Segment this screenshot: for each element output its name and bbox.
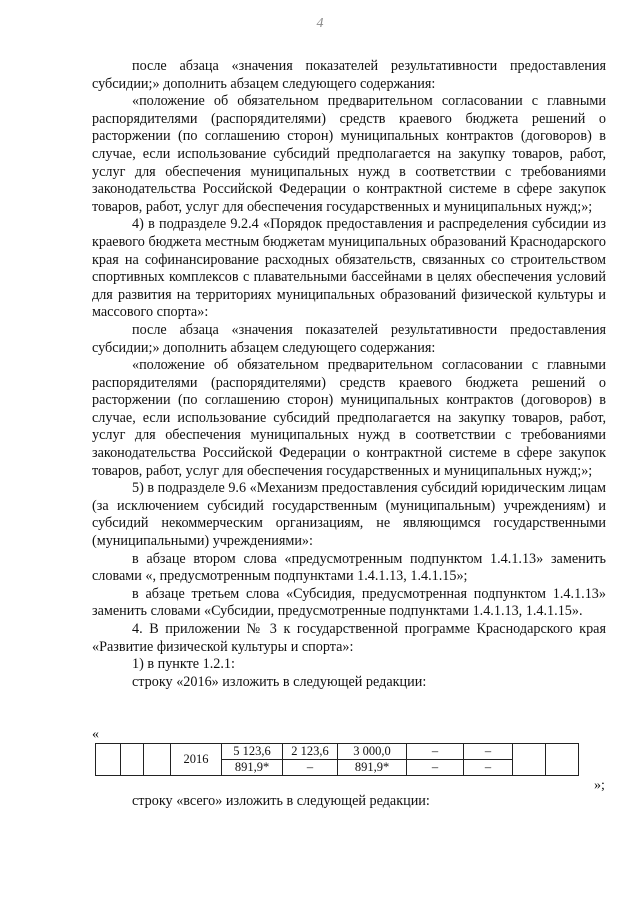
- closing-quote: »;: [594, 778, 605, 793]
- table-cell: 891,9*: [338, 760, 407, 776]
- table-cell: 5 123,6: [222, 744, 283, 760]
- paragraph: после абзаца «значения показателей результативности предоставления субсидии;» дополнить абзацем следующего содержания:: [92, 321, 606, 356]
- table-cell: 3 000,0: [338, 744, 407, 760]
- table-cell-empty: [96, 744, 121, 776]
- paragraph: в абзаце втором слова «предусмотренным подпунктом 1.4.1.13» заменить словами «, предусмотренным подпунктами 1.4.1.13, 1.4.1.15»;: [92, 550, 606, 585]
- table-cell: –: [407, 760, 464, 776]
- opening-quote: «: [92, 727, 99, 742]
- table-cell-empty: [546, 744, 579, 776]
- table-cell-empty: [513, 744, 546, 776]
- budget-table: [95, 743, 579, 776]
- paragraph: строку «всего» изложить в следующей редакции:: [132, 793, 430, 809]
- paragraph: 1) в пункте 1.2.1:: [132, 656, 235, 673]
- table-cell-empty: [144, 744, 171, 776]
- table-row: [96, 744, 579, 760]
- paragraph: в абзаце третьем слова «Субсидия, предусмотренная подпунктом 1.4.1.13» заменить словами «Субсидии, предусмотренные подпунктами 1.4.1.13, 1.4.1.15».: [92, 585, 606, 620]
- table-cell-year: 2016: [171, 744, 222, 776]
- paragraph: «положение об обязательном предварительном согласовании с главными распорядителями (распорядителями) средств краевого бюджета решений о расторжении (по соглашению сторон) муниципальных контрактов (договоров) в случае, если использование субсидий предполагается на закупку товаров, работ, услуг для обеспечения муниципальных нужд в соответствии с требованиями законодательства Российской Федерации о контрактной системе в сфере закупок товаров, работ, услуг для обеспечения государственных и муниципальных нужд;»;: [92, 93, 606, 215]
- table-cell-empty: [121, 744, 144, 776]
- paragraph: «положение об обязательном предварительном согласовании с главными распорядителями (распорядителями) средств краевого бюджета решений о расторжении (по соглашению сторон) муниципальных контрактов (договоров) в случае, если использование субсидий предполагается на закупку товаров, работ, услуг для обеспечения муниципальных нужд в соответствии с требованиями законодательства Российской Федерации о контрактной системе в сфере закупок товаров, работ, услуг для обеспечения государственных и муниципальных нужд;»;: [92, 357, 606, 479]
- page-number: 4: [316, 16, 324, 31]
- paragraph: после абзаца «значения показателей результативности предоставления субсидии;» дополнить абзацем следующего содержания:: [92, 58, 606, 92]
- paragraph: 4. В приложении № 3 к государственной программе Краснодарского края «Развитие физической культуры и спорта»:: [92, 621, 606, 655]
- paragraph: строку «2016» изложить в следующей редакции:: [132, 673, 427, 690]
- table-cell: –: [283, 760, 338, 776]
- table-cell: –: [464, 744, 513, 760]
- table-cell: –: [464, 760, 513, 776]
- table-cell: –: [407, 744, 464, 760]
- table-cell: 891,9*: [222, 760, 283, 776]
- paragraph: 4) в подразделе 9.2.4 «Порядок предоставления и распределения субсидии из краевого бюджета местным бюджетам муниципальных образований Краснодарского края на софинансирование расходных обязательств, связанных со строительством спортивных комплексов с плавательными бассейнами в целях обеспечения условий для развития на территориях муниципальных образований физической культуры и массового спорта»:: [92, 216, 606, 321]
- document-body: [92, 58, 606, 691]
- table-cell: 2 123,6: [283, 744, 338, 760]
- paragraph: 5) в подразделе 9.6 «Механизм предоставления субсидий юридическим лицам (за исключением субсидий государственным (муниципальным) учреждениям) и субсидий некоммерческим организациям, не являющимся государственными (муниципальными) учреждениями»:: [92, 480, 606, 550]
